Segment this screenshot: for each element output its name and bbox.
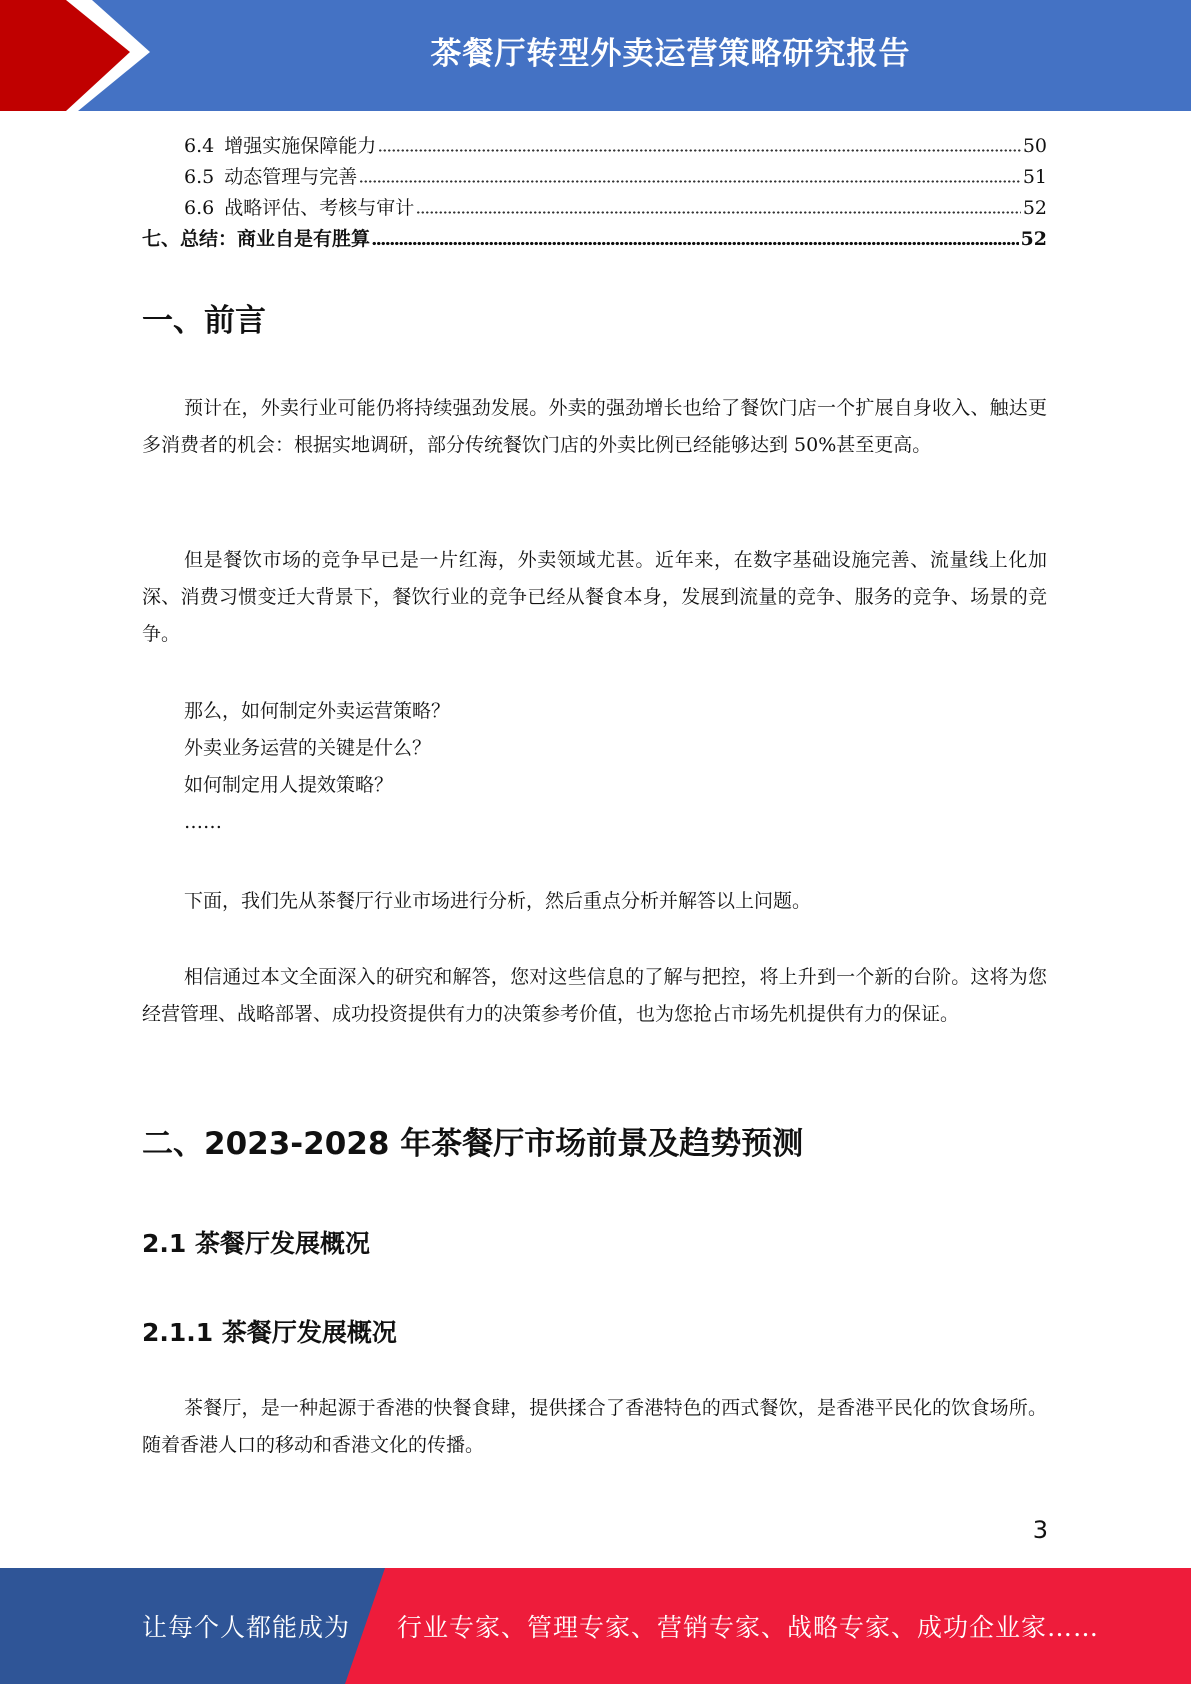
toc-entry-label: 战略评估、考核与审计 — [224, 197, 415, 219]
toc-entry-label: 增强实施保障能力 — [224, 135, 377, 157]
header-title: 茶餐厅转型外卖运营策略研究报告 — [430, 35, 911, 72]
body-paragraph: 相信通过本文全面深入的研究和解答，您对这些信息的了解与把控，将上升到一个新的台阶。这将为您经营管理、战略部署、成功投资提供有力的决策参考价值，也为您抢占市场先机提供有力的保证。 — [142, 966, 1047, 1025]
question-line: …… — [184, 811, 222, 833]
footer-slogan-left: 让每个人都能成为 — [142, 1613, 351, 1642]
toc-leader-dots — [372, 241, 1019, 246]
section-heading-forecast: 二、2023-2028 年茶餐厅市场前景及趋势预测 — [142, 1126, 804, 1162]
body-paragraph: 茶餐厅，是一种起源于香港的快餐食肆，提供揉合了香港特色的西式餐饮，是香港平民化的饮食场所。随着香港人口的移动和香港文化的传播。 — [142, 1397, 1047, 1456]
toc-leader-dots — [359, 179, 1021, 184]
page-number: 3 — [1032, 1516, 1048, 1544]
question-line: 那么，如何制定外卖运营策略？ — [184, 700, 451, 722]
toc-entry-number: 6.4 — [184, 135, 215, 157]
page-footer — [0, 1568, 1191, 1684]
body-paragraph: 预计在，外卖行业可能仍将持续强劲发展。外卖的强劲增长也给了餐饮门店一个扩展自身收入、触达更多消费者的机会：根据实地调研，部分传统餐饮门店的外卖比例已经能够达到 50%甚至更高。 — [142, 397, 1047, 456]
toc-entry-page: 51 — [1022, 166, 1047, 188]
toc-entry[interactable] — [142, 159, 1047, 189]
toc-entry[interactable] — [142, 128, 1047, 158]
toc-entry-page: 50 — [1022, 135, 1047, 157]
section-heading-preface: 一、前言 — [142, 303, 266, 339]
toc-entry[interactable] — [142, 221, 1047, 251]
toc-entry-label: 动态管理与完善 — [224, 166, 358, 188]
body-paragraph: 但是餐饮市场的竞争早已是一片红海，外卖领域尤甚。近年来，在数字基础设施完善、流量线上化加深、消费习惯变迁大背景下，餐饮行业的竞争已经从餐食本身，发展到流量的竞争、服务的竞争、场景的竞争。 — [142, 549, 1047, 645]
footer-slogan-right: 行业专家、管理专家、营销专家、战略专家、成功企业家…… — [397, 1613, 1100, 1642]
toc-entry-page: 52 — [1020, 228, 1047, 250]
toc-leader-dots — [416, 210, 1021, 215]
body-paragraph: 下面，我们先从茶餐厅行业市场进行分析，然后重点分析并解答以上问题。 — [184, 890, 812, 912]
subsection-heading: 2.1.1 茶餐厅发展概况 — [142, 1318, 397, 1347]
subsection-heading: 2.1 茶餐厅发展概况 — [142, 1229, 370, 1258]
toc-entry[interactable] — [142, 190, 1047, 220]
toc-entry-page: 52 — [1022, 197, 1047, 219]
page-header — [0, 0, 1191, 111]
question-line: 如何制定用人提效策略？ — [184, 774, 394, 796]
toc-entry-number: 6.6 — [184, 197, 215, 219]
toc-entry-number: 6.5 — [184, 166, 215, 188]
toc-leader-dots — [378, 148, 1021, 153]
question-line: 外卖业务运营的关键是什么？ — [184, 737, 432, 759]
toc-entry-label: 七、总结：商业自是有胜算 — [142, 228, 371, 250]
